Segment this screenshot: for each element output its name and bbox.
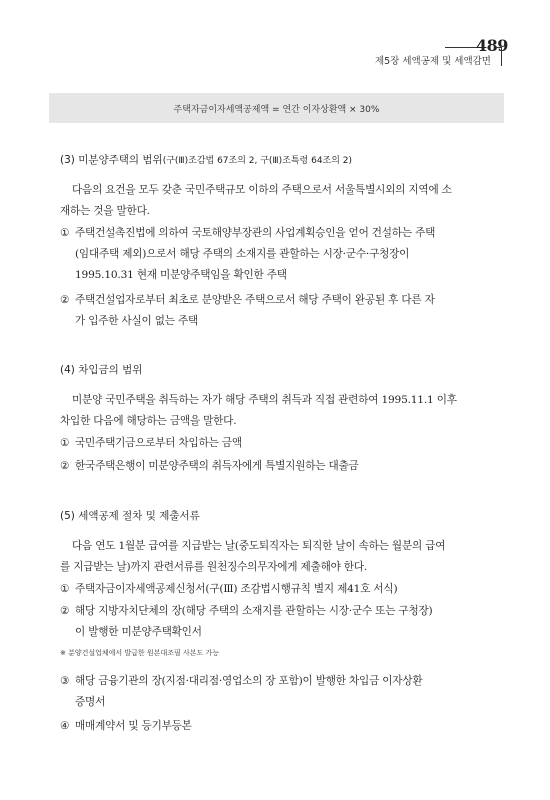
item-line: 가 입주한 사실이 없는 주택 bbox=[75, 315, 199, 327]
item-line: 한국주택은행이 미분양주택의 취득자에게 특별지원하는 대출금 bbox=[75, 460, 359, 472]
intro-line: 미분양 국민주택을 취득하는 자가 해당 주택의 취득과 직접 관련하여 1995.11.1 이후 bbox=[72, 394, 457, 406]
section-heading-text: (3) 미분양주택의 범위 bbox=[60, 154, 163, 166]
item-line: 국민주택기금으로부터 차입하는 금액 bbox=[75, 437, 242, 449]
item-mark: ③ bbox=[60, 675, 70, 687]
page-number: 489 bbox=[476, 36, 508, 55]
list-item bbox=[60, 433, 507, 454]
item-mark: ② bbox=[60, 605, 70, 617]
item-line: 해당 금융기관의 장(지점·대리점·영업소의 장 포함)이 발행한 차입금 이자상환 bbox=[75, 675, 423, 687]
section-intro-5 bbox=[60, 536, 507, 578]
item-line: (임대주택 제외)으로서 해당 주택의 소재지를 관할하는 시장·군수·구청장이 bbox=[75, 248, 410, 260]
list-item bbox=[60, 671, 507, 713]
footnote: ※ 분양건설업체에서 발급한 원본대조필 사본도 가능 bbox=[60, 649, 219, 657]
item-line: 매매계약서 및 등기부등본 bbox=[75, 720, 192, 732]
item-line: 주택자금이자세액공제신청서(구(Ⅲ) 조감법시행규칙 별지 제41호 서식) bbox=[75, 583, 398, 595]
item-line: 1995.10.31 현재 미분양주택임을 확인한 주택 bbox=[75, 269, 287, 281]
section-heading-text: (4) 차입금의 범위 bbox=[60, 364, 143, 376]
section-heading-ref: (구(Ⅲ)조감법 67조의 2, 구(Ⅲ)조특령 64조의 2) bbox=[162, 156, 353, 166]
section-heading-4 bbox=[60, 362, 142, 377]
list-item bbox=[60, 716, 507, 737]
section-intro-4 bbox=[60, 390, 507, 432]
intro-line: 재하는 것을 말한다. bbox=[60, 205, 150, 217]
formula-box bbox=[49, 93, 504, 123]
section-heading-text: (5) 세액공제 절차 및 제출서류 bbox=[60, 510, 200, 522]
intro-line: 차입한 다음에 해당하는 금액을 말한다. bbox=[60, 415, 237, 427]
list-item bbox=[60, 223, 507, 286]
item-line: 증명서 bbox=[75, 696, 106, 708]
intro-line: 다음 연도 1월분 급여를 지급받는 날(중도퇴직자는 퇴직한 날이 속하는 월분의 급여 bbox=[72, 540, 446, 552]
section-heading-5 bbox=[60, 508, 200, 523]
list-item bbox=[60, 290, 507, 332]
section-heading-3 bbox=[60, 152, 352, 167]
item-line: 해당 지방자치단체의 장(해당 주택의 소재지를 관할하는 시장·군수 또는 구청장) bbox=[75, 605, 433, 617]
header-rule bbox=[445, 47, 477, 48]
item-line: 주택건설촉진법에 의하여 국토해양부장관의 사업계획승인을 얻어 건설하는 주택 bbox=[75, 227, 436, 239]
chapter-title: 제5장 세액공제 및 세액감면 bbox=[374, 56, 491, 67]
list-item bbox=[60, 579, 507, 600]
intro-line: 를 지급받는 날)까지 관련서류를 원천징수의무자에게 제출해야 한다. bbox=[60, 561, 368, 573]
formula-text: 주택자금이자세액공제액 = 연간 이자상환액 × 30% bbox=[173, 104, 380, 115]
item-mark: ② bbox=[60, 294, 70, 306]
list-item bbox=[60, 601, 507, 643]
item-mark: ② bbox=[60, 460, 70, 472]
item-line: 이 발행한 미분양주택확인서 bbox=[75, 626, 202, 638]
section-intro-3 bbox=[60, 180, 507, 222]
item-mark: ① bbox=[60, 437, 70, 449]
intro-line: 다음의 요건을 모두 갖춘 국민주택규모 이하의 주택으로서 서울특별시외의 지역에 소 bbox=[72, 184, 452, 196]
item-line: 주택건설업자로부터 최초로 분양받은 주택으로서 해당 주택이 완공된 후 다른 자 bbox=[75, 294, 435, 306]
header-bracket bbox=[496, 47, 502, 66]
list-item bbox=[60, 456, 507, 477]
page-header bbox=[0, 0, 550, 80]
item-mark: ④ bbox=[60, 720, 70, 732]
item-mark: ① bbox=[60, 227, 70, 239]
item-mark: ① bbox=[60, 583, 70, 595]
